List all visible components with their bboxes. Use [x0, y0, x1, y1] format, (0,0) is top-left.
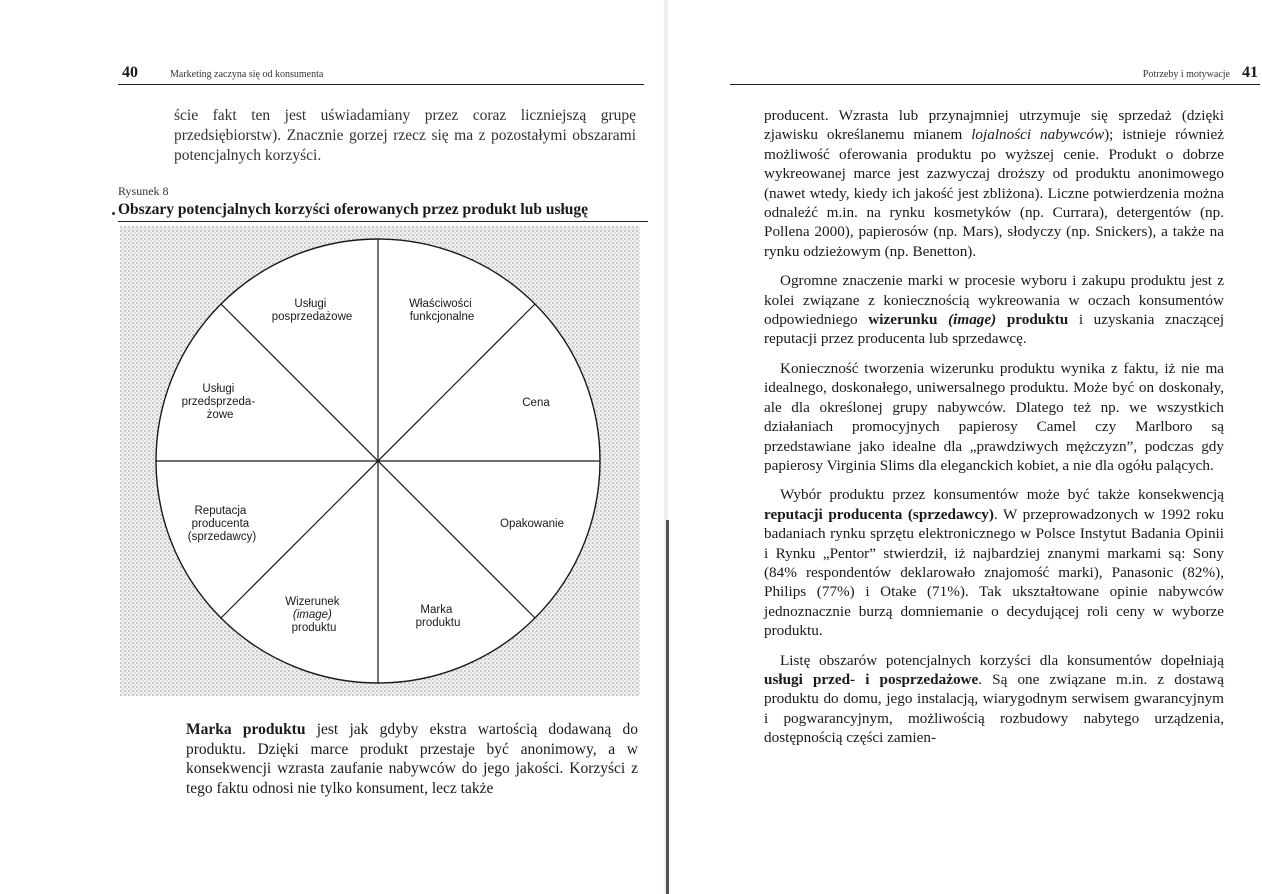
p4-text-b: . W przeprowadzonych w 1992 roku badaniach rynku sprzętu elektronicznego w Polsce Instytut Badania Opinii i Rynku „Pentor” stwierdził, iż najbardziej znanymi markami są: Sony (84% respondentów deklarowało znajomość marki), Panasonic (82%), Philips (77%) i Otake (71%). Tak ukształtowane opinie nabywców jednoznacznie burzą domniemanie o decydującej roli ceny w wyborze produktu.	[764, 505, 1224, 640]
segment-marka-produktu: Marka produktu	[415, 604, 461, 629]
p1-text-a: producent. Wzrasta lub przynajmniej utrzymuje się sprzedaż (dzięki zjawisku określanemu mianem	[764, 107, 1224, 144]
segment-reputacja: Reputacja producenta (sprzedawcy)	[187, 505, 257, 543]
left-page-number: 40	[122, 64, 138, 81]
segment-wizerunek: Wizerunek (image) produktu	[285, 596, 340, 634]
paragraph-image-necessity: Konieczność tworzenia wizerunku produktu wynika z faktu, iż nie ma idealnego, doskonałego, uniwersalnego produktu. Może być on doskonały, ale dla określonej grupy nabywców. Dlatego też np. we wszystkich działaniach promocyjnych papierosy Camel czy Marlboro są przedstawiane jako idealne dla „prawdziwych mężczyzn”, podczas gdy papierosy Virginia Slims dla eleganckich kobiet, a nie dla ogółu palących.	[764, 359, 1224, 474]
figure-caption: Rysunek 8	[118, 184, 169, 198]
right-page-number: 41	[1242, 64, 1258, 81]
segment-cena: Cena	[522, 397, 550, 409]
right-running-title: Potrzeby i motywacje	[1142, 69, 1230, 80]
benefits-diagram	[120, 226, 640, 696]
left-running-title: Marketing zaczyna się od konsumenta	[170, 69, 324, 80]
paragraph-reputation	[764, 485, 1224, 640]
paragraph-brand-image	[764, 271, 1224, 349]
left-running-header	[118, 62, 644, 85]
segment-wlasciwosci-funkcjonalne: Właściwości funkcjonalne	[409, 298, 475, 323]
p5-text-a: Listę obszarów potencjalnych korzyści dla konsumentów dopełniają	[780, 651, 1224, 669]
p1-italic-term: lojalności nabywców	[971, 126, 1105, 144]
p2-bold-produktu: produktu	[1006, 311, 1069, 329]
paragraph-brand-benefits	[764, 106, 1224, 261]
p4-bold-reputacji: reputacji producenta (sprzedawcy)	[764, 505, 994, 523]
p5-text-b: . Są one związane m.in. z dostawą produktu do domu, jego instalacją, wiarygodnym serwisem gwarancyjnym i pogwarancyjnym, możliwością rozbudowy nabytego urządzenia, dostępnością części zamien-	[764, 670, 1224, 747]
segment-uslugi-przedsprzedazowe: Usługi przedsprzeda- żowe	[181, 383, 256, 421]
right-text-column	[764, 106, 1224, 758]
p2-bold-wizerunku: wizerunku	[868, 311, 938, 329]
p2-text-b: i uzyskania znaczącej reputacji przez producenta lub sprzedawcę.	[764, 311, 1225, 348]
marka-produktu-text: jest jak gdyby ekstra wartością dodawaną do produktu. Dzięki marce produkt przestaje być anonimowy, a w konsekwencji wzrasta zaufanie nabywców do jego jakości. Korzyści z tego faktu odnosi nie tylko konsument, lecz także	[186, 721, 638, 797]
margin-dot	[112, 212, 115, 215]
marka-produktu-paragraph	[186, 720, 638, 798]
segment-opakowanie: Opakowanie	[500, 518, 564, 530]
book-spine-shadow	[666, 520, 669, 894]
p2-text-a: Ogromne znaczenie marki w procesie wyboru i zakupu produktu jest z kolei związane z koniecznością wykreowania w oczach konsumentów odpowiedniego	[764, 272, 1224, 329]
intro-paragraph: ście fakt ten jest uświadamiany przez coraz liczniejszą grupę przedsiębiorstw). Znacznie gorzej rzecz się ma z pozostałymi obszarami potencjalnych korzyści.	[174, 107, 636, 164]
p1-text-b: ); istnieje również możliwość oferowania produktu po wyższej cenie. Produkt o dobrze wykreowanej marce jest zazwyczaj droższy od produktu anonimowego (nawet wtedy, kiedy ich jakość jest zbliżona). Liczne potwierdzenia można odnaleźć m.in. na rynku kosmetyków (np. Currara), detergentów (np. Pollena 2000), papierosów (np. Mars), słodyczy (np. Snickers), a także na rynku odzieżowym (np. Benetton).	[764, 126, 1224, 260]
marka-produktu-term: Marka produktu	[186, 721, 306, 738]
paragraph-services	[764, 651, 1224, 748]
p4-text-a: Wybór produktu przez konsumentów może być także konsekwencją	[780, 486, 1224, 504]
right-running-header	[730, 62, 1260, 85]
p5-bold-uslugi: usługi przed- i posprzedażowe	[764, 670, 979, 688]
segment-uslugi-posprzedazowe: Usługi posprzedażowe	[271, 298, 353, 323]
figure-title: Obszary potencjalnych korzyści oferowanych przez produkt lub usługę	[118, 201, 648, 222]
p2-bold-italic-image: (image)	[948, 311, 997, 329]
